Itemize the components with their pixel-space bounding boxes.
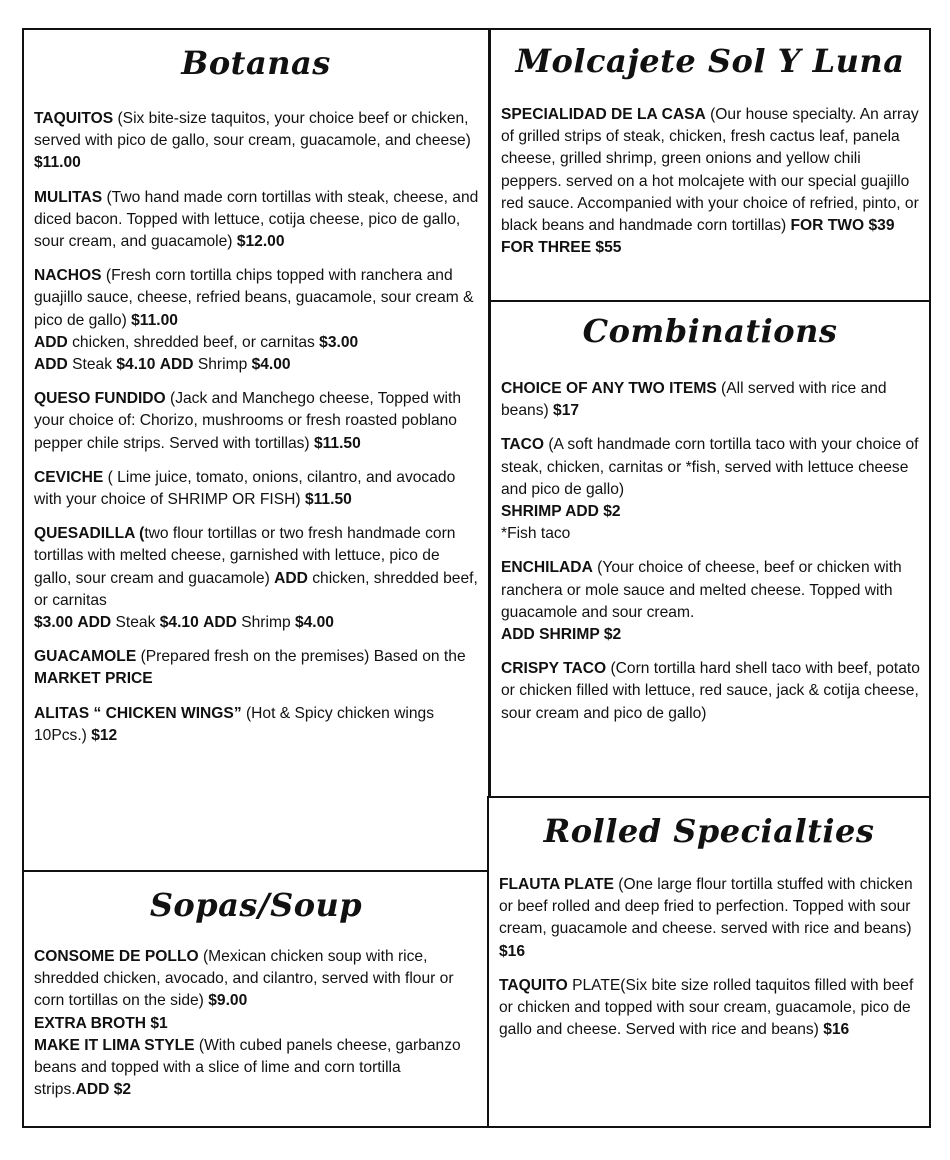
botanas-title: Botanas	[181, 44, 331, 82]
menu-item: QUESADILLA (two flour tortillas or two fresh handmade corn tortillas with melted cheese, garnished with lettuce, pico de gallo, sour cream and guacamole) ADD chicken, shredded beef, or carnitas $3.00 ADD Steak $4.10 ADD Shrimp $4.00	[34, 525, 478, 632]
combinations-section	[489, 300, 931, 798]
menu-item: ENCHILADA (Your choice of cheese, beef or chicken with ranchera or mole sauce and melted cheese. Topped with guacamole and sour cream. ADD SHRIMP $2	[501, 559, 902, 644]
menu-item: CHOICE OF ANY TWO ITEMS (All served with rice and beans) $17	[501, 380, 887, 420]
menu-item: CONSOME DE POLLO (Mexican chicken soup with rice, shredded chicken, avocado, and cilantro, served with flour or corn tortillas on the side) $9.00 EXTRA BROTH $1 MAKE IT LIMA STYLE (With cubed panels cheese, garbanzo beans and topped with a slice of lime and corn tortilla strips.ADD $2	[34, 948, 461, 1099]
rolled-section	[487, 796, 931, 1128]
rolled-title: Rolled Specialties	[543, 812, 875, 850]
menu-item: TACO (A soft handmade corn tortilla taco with your choice of steak, chicken, carnitas or *fish, served with lettuce cheese and pico de gallo) SHRIMP ADD $2 *Fish taco	[501, 436, 919, 543]
molcajete-section	[489, 28, 931, 302]
menu-item: TAQUITO PLATE(Six bite size rolled taquitos filled with beef or chicken and topped with sour cream, guacamole, pico de gallo and cheese. Served with rice and beans) $16	[499, 976, 914, 1039]
sopas-title: Sopas/Soup	[149, 886, 363, 924]
menu-item: ALITAS “ CHICKEN WINGS” (Hot & Spicy chicken wings 10Pcs.) $12	[34, 704, 435, 744]
menu-item: QUESO FUNDIDO (Jack and Manchego cheese, Topped with your choice of: Chorizo, mushrooms or fresh roasted poblano pepper chile strips. Served with tortillas) $11.50	[34, 390, 462, 452]
menu-item: TAQUITOS (Six bite-size taquitos, your choice beef or chicken, served with pico de gallo, sour cream, guacamole, and cheese) $11.00	[34, 110, 471, 172]
combinations-title: Combinations	[582, 312, 838, 350]
menu-item: GUACAMOLE (Prepared fresh on the premises) Based on the MARKET PRICE	[34, 648, 466, 688]
menu-item: FLAUTA PLATE (One large flour tortilla stuffed with chicken or beef rolled and deep fried to perfection. Topped with sour cream, guacamole and cheese. served with rice and beans) $16	[499, 876, 913, 960]
menu-item: SPECIALIDAD DE LA CASA (Our house specialty. An array of grilled strips of steak, chicken, fresh cactus leaf, panela cheese, grilled shrimp, green onions and yellow chili peppers. served on a hot molcajete with our special guajillo red sauce. Accompanied with your choice of refried, pinto, or black beans and handmade corn tortillas) FOR TWO $39 FOR THREE $55	[501, 106, 919, 257]
menu-item: CEVICHE ( Lime juice, tomato, onions, cilantro, and avocado with your choice of SHRIMP OR FISH) $11.50	[34, 468, 456, 509]
sopas-section	[22, 870, 490, 1128]
molcajete-title: Molcajete Sol Y Luna	[515, 42, 905, 80]
menu-item: CRISPY TACO (Corn tortilla hard shell taco with beef, potato or chicken filled with lettuce, red sauce, jack & cotija cheese, sour cream and pico de gallo)	[501, 660, 920, 722]
botanas-section	[22, 28, 490, 872]
menu-item: MULITAS (Two hand made corn tortillas with steak, cheese, and diced bacon. Topped with lettuce, cotija cheese, pico de gallo, sour cream, and guacamole) $12.00	[34, 188, 479, 251]
menu-item: NACHOS (Fresh corn tortilla chips topped with ranchera and guajillo sauce, cheese, refried beans, guacamole, sour cream & pico de gallo) $11.00 ADD chicken, shredded beef, or carnitas $3.00 ADD Steak $4.10 ADD Shrimp $4.00	[34, 267, 474, 374]
